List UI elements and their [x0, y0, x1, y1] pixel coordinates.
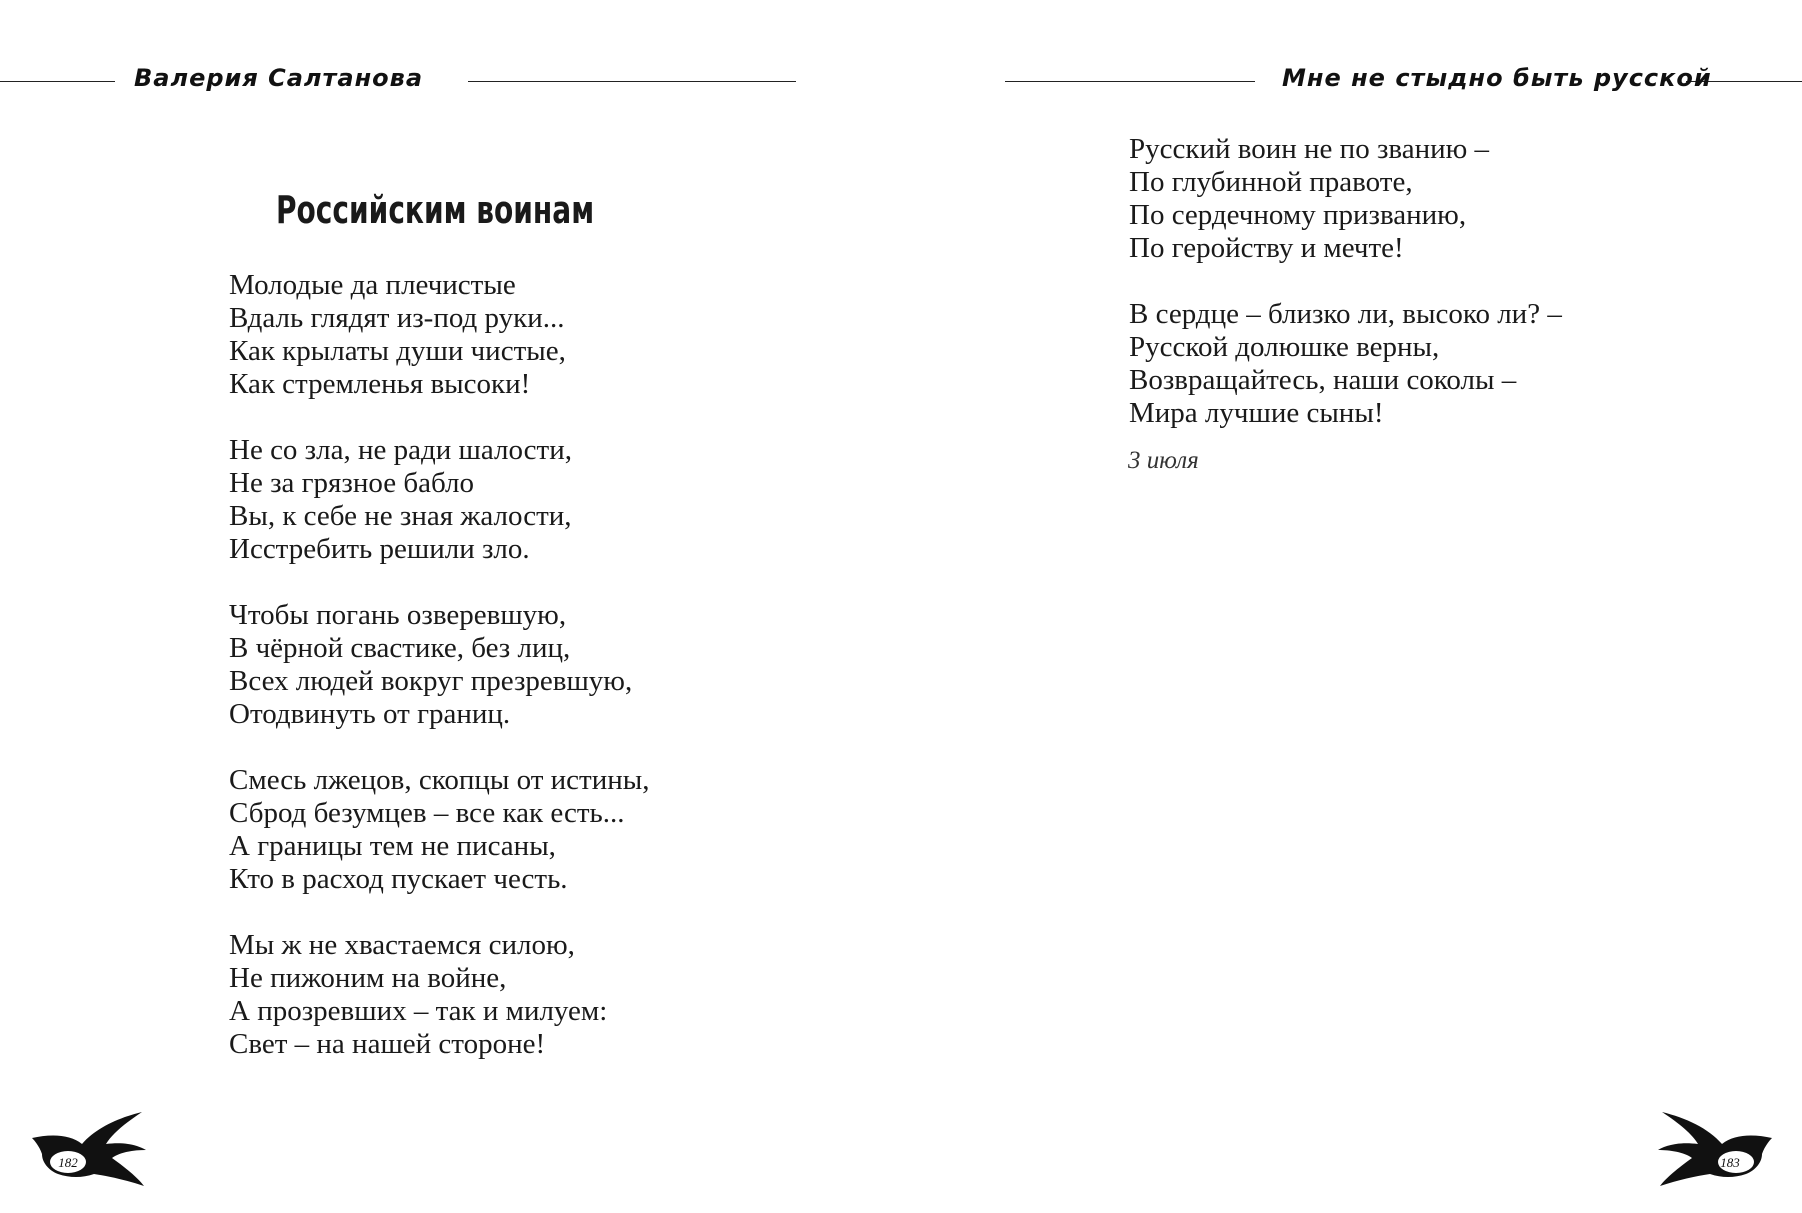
verse-line: А прозревших – так и милуем: [229, 995, 608, 1027]
verse-line: По сердечному призванию, [1129, 199, 1467, 231]
stanza-4 [229, 764, 650, 896]
verse-line: В сердце – близко ли, высоко ли? – [1129, 298, 1562, 330]
running-head-author: Валерия Салтанова [134, 64, 424, 92]
verse-line: Вы, к себе не зная жалости, [229, 500, 572, 532]
poem-date: 3 июля [1128, 447, 1199, 474]
header-rule-left-outer [0, 81, 115, 82]
stanza-1 [229, 269, 566, 401]
stanza-5 [229, 929, 607, 1061]
stanza-2 [229, 434, 572, 566]
stanza-7 [1129, 298, 1562, 430]
verse-line: Вдаль глядят из-под руки... [229, 302, 565, 334]
stanza-3 [229, 599, 632, 731]
verse-line: Мира лучшие сыны! [1129, 397, 1384, 429]
verse-line: По глубинной правоте, [1129, 166, 1413, 198]
swallow-icon [30, 1108, 148, 1188]
verse-line: Отодвинуть от границ. [229, 698, 511, 730]
verse-line: Всех людей вокруг презревшую, [229, 665, 633, 697]
page-number-left: 182 [58, 1155, 78, 1170]
verse-line: По геройству и мечте! [1129, 232, 1404, 264]
stanza-6 [1129, 133, 1489, 265]
verse-line: Не пижоним на войне, [229, 962, 507, 994]
swallow-icon [1656, 1108, 1774, 1188]
verse-line: Русский воин не по званию – [1129, 133, 1490, 165]
running-head-book-title: Мне не стыдно быть русской [1282, 64, 1712, 92]
verse-line: Кто в расход пускает честь. [229, 863, 568, 895]
verse-line: Возвращайтесь, наши соколы – [1129, 364, 1517, 396]
poem-title: Российским воинам [276, 188, 595, 232]
verse-line: В чёрной свастике, без лиц, [229, 632, 571, 664]
verse-line: Молодые да плечистые [229, 269, 516, 301]
page-number-right: 183 [1720, 1155, 1740, 1170]
verse-line: Не со зла, не ради шалости, [229, 434, 572, 466]
verse-line: Сброд безумцев – все как есть... [229, 797, 625, 829]
verse-line: Свет – на нашей стороне! [229, 1028, 546, 1060]
verse-line: Чтобы погань озверевшую, [229, 599, 567, 631]
verse-line: Исстребить решили зло. [229, 533, 530, 565]
header-rule-right-inner [1005, 81, 1255, 82]
verse-line: Русской долюшке верны, [1129, 331, 1440, 363]
header-rule-left-inner [468, 81, 796, 82]
verse-line: Не за грязное бабло [229, 467, 474, 499]
verse-line: Мы ж не хвастаемся силою, [229, 929, 575, 961]
verse-line: Как стремленья высоки! [229, 368, 531, 400]
verse-line: Смесь лжецов, скопцы от истины, [229, 764, 650, 796]
verse-line: Как крылаты души чистые, [229, 335, 566, 367]
verse-line: А границы тем не писаны, [229, 830, 556, 862]
